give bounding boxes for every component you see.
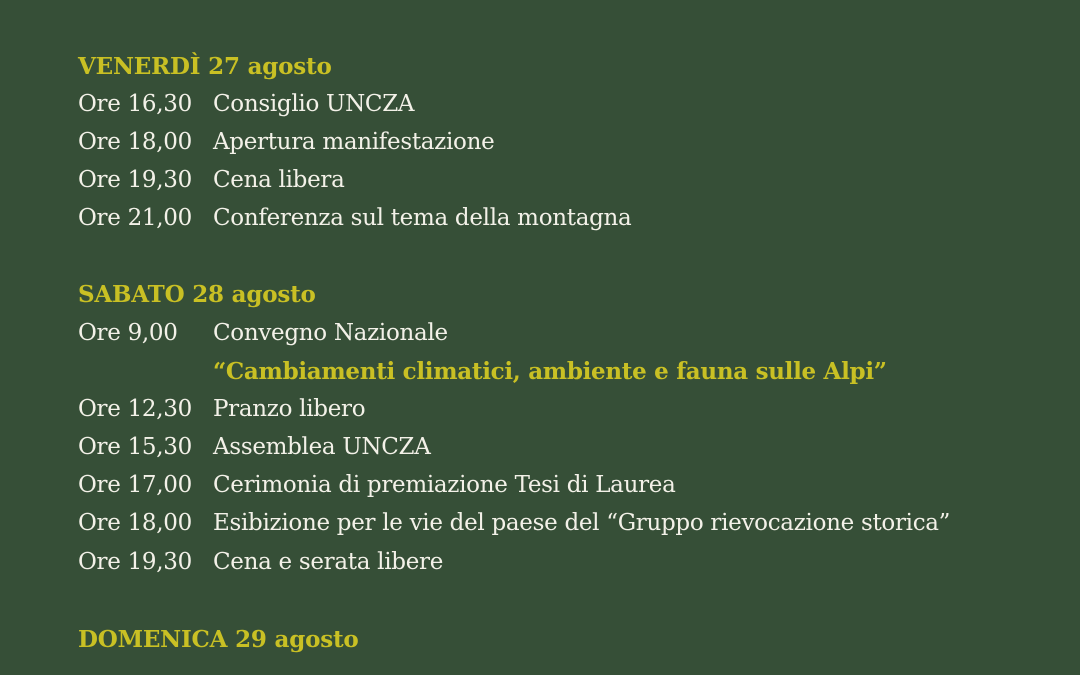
time-label: Ore 12,30 <box>78 396 192 422</box>
event-label: Consiglio UNCZA <box>213 91 415 117</box>
event-label: Convegno Nazionale <box>213 320 448 346</box>
day-title: SABATO 28 agosto <box>78 281 316 308</box>
schedule-row <box>0 205 1080 243</box>
time-label: Ore 21,00 <box>78 205 192 231</box>
time-label: Ore 16,30 <box>78 91 192 117</box>
schedule-row <box>0 320 1080 358</box>
event-label: Pranzo libero <box>213 396 366 422</box>
event-label: Assemblea UNCZA <box>213 434 431 460</box>
time-label: Ore 15,30 <box>78 434 192 460</box>
schedule-row <box>0 510 1080 548</box>
time-label: Ore 9,00 <box>78 320 178 346</box>
schedule-row <box>0 396 1080 434</box>
schedule-row <box>0 472 1080 510</box>
time-label: Ore 19,30 <box>78 549 192 575</box>
schedule-row <box>0 549 1080 587</box>
schedule-row <box>0 167 1080 205</box>
conference-title: “Cambiamenti climatici, ambiente e fauna sulle Alpi” <box>213 358 887 385</box>
event-label: Cena libera <box>213 167 345 193</box>
schedule-row-subtitle <box>0 358 1080 396</box>
time-label: Ore 18,00 <box>78 129 192 155</box>
event-label: Apertura manifestazione <box>213 129 495 155</box>
time-label: Ore 18,00 <box>78 510 192 536</box>
event-label: Cerimonia di premiazione Tesi di Laurea <box>213 472 676 498</box>
day-title: VENERDÌ 27 agosto <box>78 53 332 80</box>
event-label: Conferenza sul tema della montagna <box>213 205 632 231</box>
day-title: DOMENICA 29 agosto <box>78 626 359 653</box>
event-label: Esibizione per le vie del paese del “Gruppo rievocazione storica” <box>213 510 951 536</box>
time-label: Ore 19,30 <box>78 167 192 193</box>
schedule-row <box>0 129 1080 167</box>
event-label: Cena e serata libere <box>213 549 444 575</box>
time-label: Ore 17,00 <box>78 472 192 498</box>
schedule-row <box>0 434 1080 472</box>
schedule-row <box>0 91 1080 129</box>
